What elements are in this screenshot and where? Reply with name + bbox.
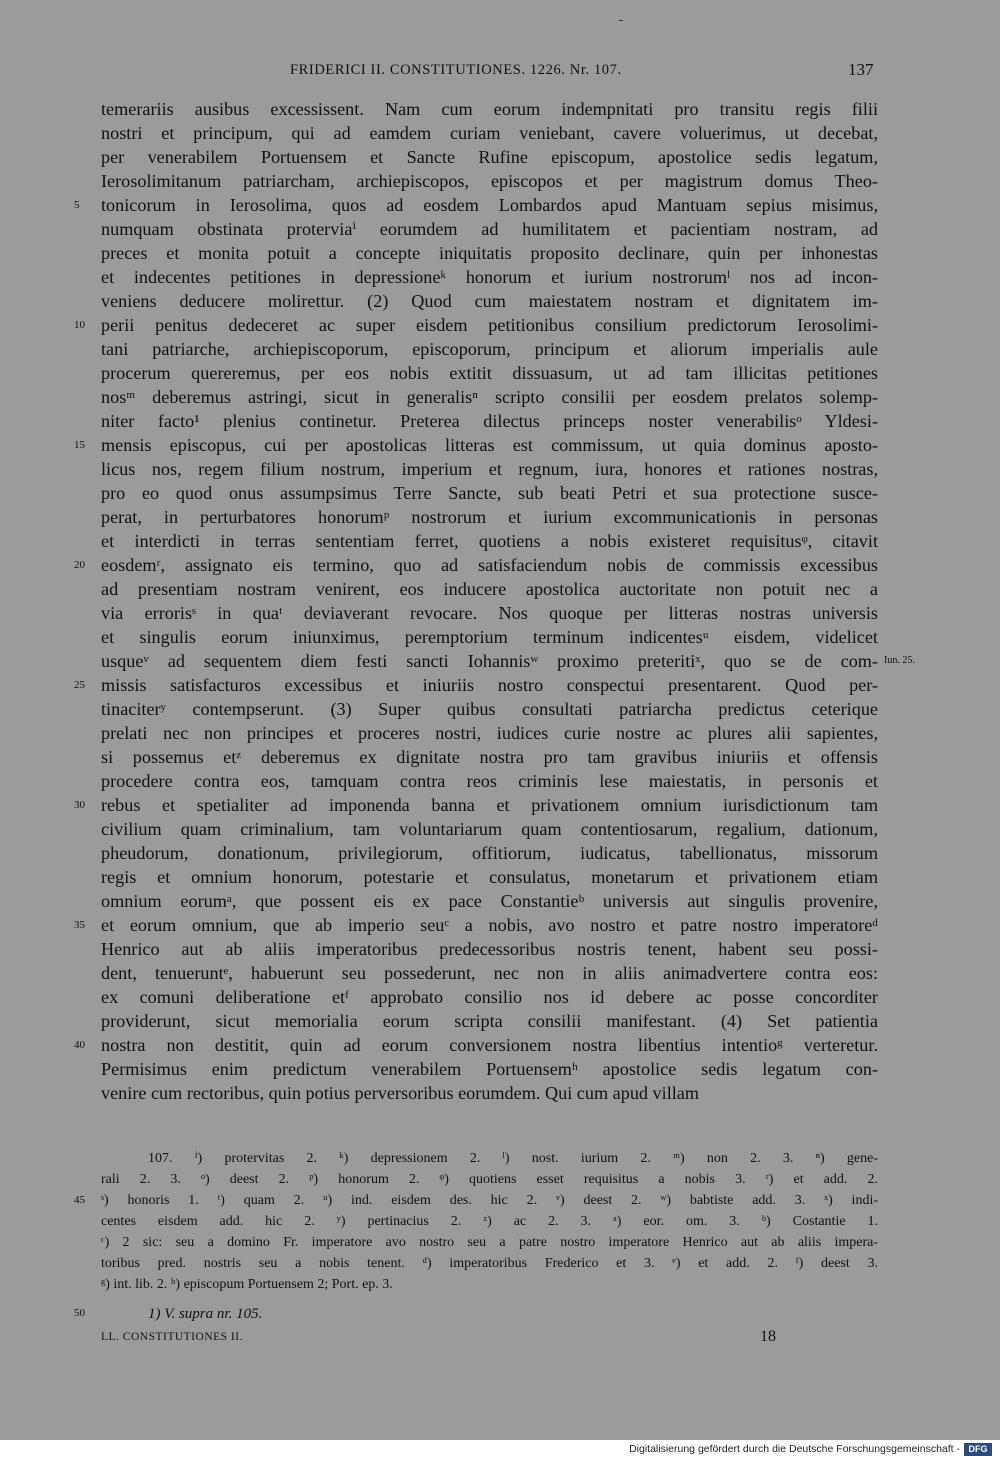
page-number: 137: [848, 60, 874, 79]
text-line: veniens deducere molirettur. (2) Quod cum maiestatem nostram et dignitatem im-: [101, 291, 878, 311]
text-line: et eorum omnium, que ab imperio seuᶜ a nobis, avo nostro et patre nostro imperatoreᵈ: [101, 915, 878, 935]
text-line: et singulis eorum iniunximus, peremptorium terminum indicentesᵘ eisdem, videlicet: [101, 627, 878, 647]
text-line: Permisimus enim predictum venerabilem Portuensemʰ apostolice sedis legatum con-: [101, 1059, 878, 1079]
text-line: Ierosolimitanum patriarcham, archiepiscopos, episcopos et per magistrum domus Theo-: [101, 171, 878, 191]
text-line: prelati nec non principes et proceres nostri, iudices curie nostre ac plures alii sapientes,: [101, 723, 878, 743]
line-number: 5: [74, 199, 80, 211]
line-number: 50: [74, 1307, 85, 1319]
text-line: et indecentes petitiones in depressioneᵏ honorum et iurium nostrorumˡ nos ad incon-: [101, 267, 878, 287]
text-line: per venerabilem Portuensem et Sancte Rufine episcopum, apostolice sedis legatum,: [101, 147, 878, 167]
line-number: 30: [74, 799, 85, 811]
text-line: providerunt, sicut memorialia eorum scripta consilii manifestant. (4) Set patientia: [101, 1011, 878, 1031]
text-line: usqueᵛ ad sequentem diem festi sancti Iohannisʷ proximo preteritiˣ, quo se de com-: [101, 651, 878, 671]
line-number: 25: [74, 679, 85, 691]
line-number: 15: [74, 439, 85, 451]
text-line: tani patriarche, archiepiscoporum, episcoporum, principum et aliorum imperialis aule: [101, 339, 878, 359]
text-line: perat, in perturbatores honorumᵖ nostrorum et iurium excommunicationis in personas: [101, 507, 878, 527]
source-footnote: 1) V. supra nr. 105.: [148, 1306, 263, 1322]
text-line: tinaciterʸ contempserunt. (3) Super quibus consultati patriarcha predictus ceterique: [101, 699, 878, 719]
dfg-logo-icon: DFG: [964, 1443, 992, 1456]
line-number: 45: [74, 1194, 85, 1206]
text-line: pheudorum, donationum, privilegiorum, offitiorum, iudicatus, tabellionatus, missorum: [101, 843, 878, 863]
text-line: ad presentiam nostram venirent, eos inducere apostolica auctoritate non potuit nec a: [101, 579, 878, 599]
text-line: nostri et principum, qui ad eamdem curiam veniebant, cavere voluerimus, ut decebat,: [101, 123, 878, 143]
footnote-line: 107. ⁱ) protervitas 2. ᵏ) depressionem 2. ˡ) nost. iurium 2. ᵐ) non 2. 3. ⁿ) gene-: [148, 1151, 878, 1166]
text-line: civilium quam criminalium, tam voluntariarum quam contentiosarum, regalium, dationum,: [101, 819, 878, 839]
text-line: omnium eorumᵃ, que possent eis ex pace Constantieᵇ universis aut singulis provenire,: [101, 891, 878, 911]
signature-label: LL. CONSTITUTIONES II.: [101, 1331, 243, 1343]
text-line: nosᵐ deberemus astringi, sicut in generalisⁿ scripto consilii per eosdem prelatos solemp-: [101, 387, 878, 407]
margin-date-note: Iun. 25.: [884, 655, 915, 666]
text-line: licus nos, regem filium nostrum, imperium et regnum, iura, honores et rationes nostras,: [101, 459, 878, 479]
text-line: venire cum rectoribus, quin potius perversoribus eorumdem. Qui cum apud villam: [101, 1083, 700, 1103]
text-line: Henrico aut ab aliis imperatoribus predecessoribus nostris tenent, habent seu possi-: [101, 939, 878, 959]
header-title: FRIDERICI II. CONSTITUTIONES. 1226. Nr. 107.: [290, 62, 622, 78]
text-line: regis et omnium honorum, potestarie et consulatus, monetarum et privationem etiam: [101, 867, 878, 887]
text-line: preces et monita potuit a concepte iniquitatis proposito declinare, quin per inhonestas: [101, 243, 878, 263]
text-line: perii penitus dedeceret ac super eisdem petitionibus consilium predictorum Ierosolimi-: [101, 315, 878, 335]
text-line: numquam obstinata proterviaⁱ eorumdem ad humilitatem et pacientiam nostram, ad: [101, 219, 878, 239]
line-number: 35: [74, 919, 85, 931]
footnote-line: toribus pred. nostris seu a nobis tenent. ᵈ) imperatoribus Frederico et 3. ᵉ) et add. 2. ᶠ) deest 3.: [101, 1256, 878, 1271]
text-line: si possemus etᶻ deberemus ex dignitate nostra pro tam gravibus iniuriis et offensis: [101, 747, 878, 767]
text-line: procerum quereremus, per eos nobis extitit dissuasum, ut ad tam illicitas petitiones: [101, 363, 878, 383]
text-line: eosdemʳ, assignato eis termino, quo ad satisfaciendum nobis de commissis excessibus: [101, 555, 878, 575]
text-line: via errorisˢ in quaᵗ deviaverant revocare. Nos quoque per litteras nostras universis: [101, 603, 878, 623]
text-line: mensis episcopus, cui per apostolicas litteras est commissum, ut quia dominus aposto-: [101, 435, 878, 455]
footnote-line: centes eisdem add. hic 2. ʸ) pertinacius 2. ᶻ) ac 2. 3. ᵃ) eor. om. 3. ᵇ) Costantie 1.: [101, 1214, 878, 1229]
footnote-line: rali 2. 3. ᵒ) deest 2. ᵖ) honorum 2. ᵠ) quotiens esset requisitus a nobis 3. ʳ) et add. 2.: [101, 1172, 878, 1187]
footnote-line: ˢ) honoris 1. ᵗ) quam 2. ᵘ) ind. eisdem des. hic 2. ᵛ) deest 2. ʷ) babtiste add. 3. ˣ) indi-: [101, 1193, 878, 1208]
text-line: procedere contra eos, tamquam contra reos criminis lese maiestatis, in personis et: [101, 771, 878, 791]
text-line: nostra non destitit, quin ad eorum conversionem nostra libentius intentioᵍ verteretur.: [101, 1035, 878, 1055]
text-line: temerariis ausibus excessissent. Nam cum eorum indempnitati pro transitu regis filii: [101, 99, 878, 119]
signature-number: 18: [760, 1328, 776, 1345]
line-number: 10: [74, 319, 85, 331]
text-line: et interdicti in terras sententiam ferret, quotiens a nobis existeret requisitusᵠ, citavit: [101, 531, 878, 551]
text-line: dent, tenueruntᵉ, habuerunt seu possederunt, nec non in aliis animadvertere contra eos:: [101, 963, 878, 983]
text-line: missis satisfacturos excessibus et iniuriis nostro conspectui presentarent. Quod per-: [101, 675, 878, 695]
text-line: ex comuni deliberatione etᶠ approbato consilio nos id debere ac posse concorditer: [101, 987, 878, 1007]
text-line: pro eo quod onus assumpsimus Terre Sancte, sub beati Petri et sua protectione susce-: [101, 483, 878, 503]
running-header: [0, 62, 1000, 86]
text-line: rebus et spetialiter ad imponenda banna et privationem omnium iurisdictionum tam: [101, 795, 878, 815]
credit-bar: [0, 1440, 1000, 1459]
line-number: 20: [74, 559, 85, 571]
scan-mark: [619, 20, 623, 21]
footnote-line: ᵍ) int. lib. 2. ʰ) episcopum Portuensem 2; Port. ep. 3.: [101, 1277, 393, 1292]
line-number: 40: [74, 1039, 85, 1051]
footnote-line: ᶜ) 2 sic: seu a domino Fr. imperatore avo nostro seu a patre nostro imperatore Henrico aut ab aliis impera-: [101, 1235, 878, 1250]
text-line: niter facto¹ plenius continetur. Preterea dilectus princeps noster venerabilisᵒ Yldesi-: [101, 411, 878, 431]
credit-text: Digitalisierung gefördert durch die Deutsche Forschungsgemeinschaft -: [629, 1443, 960, 1455]
text-line: tonicorum in Ierosolima, quos ad eosdem Lombardos apud Mantuam sepius misimus,: [101, 195, 878, 215]
